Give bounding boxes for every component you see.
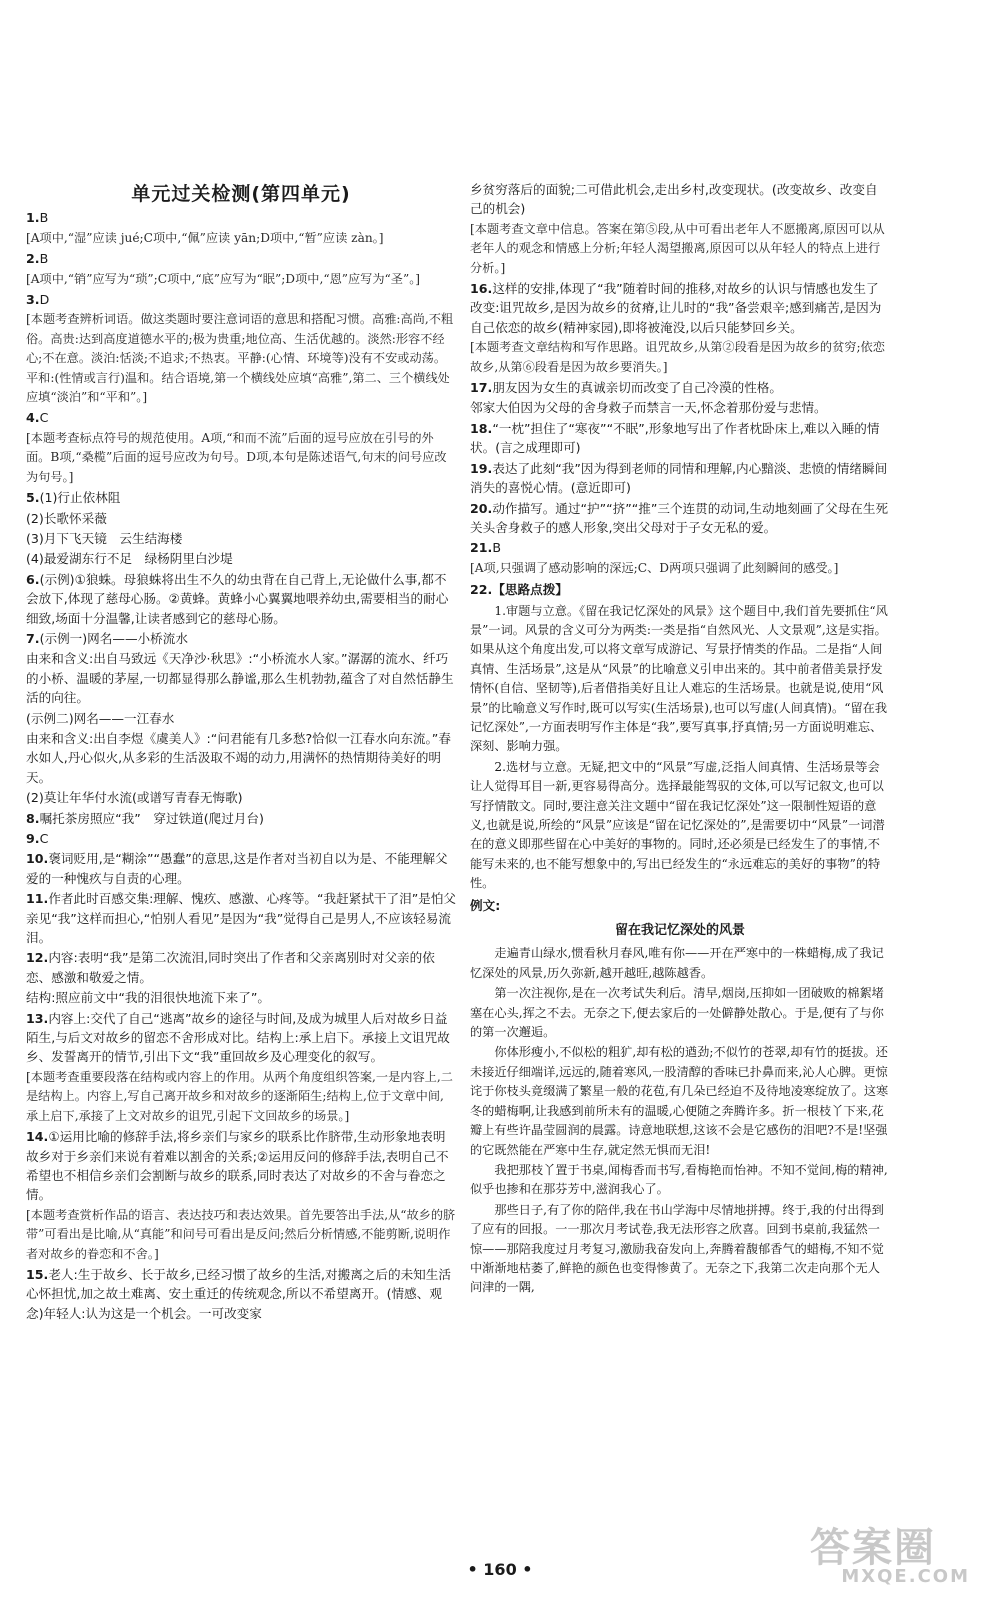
question-number: 4. [26, 410, 40, 426]
answer-subline: (3)月下飞天镜 云生结海楼 [26, 530, 183, 546]
question-number: 7. [26, 630, 40, 646]
answer-subline: (2)长歌怀采薇 [26, 510, 107, 526]
page-number: • 160 • [467, 1560, 533, 1579]
answer-text: 朋友因为女生的真诚亲切而改变了自己冷漠的性格。 [492, 380, 782, 396]
question-number: 17. [470, 380, 493, 396]
answer-text: 乡贫穷落后的面貌;二可借此机会,走出乡村,改变现状。(改变故乡、改变自己的机会) [470, 182, 878, 217]
answer-item [26, 629, 456, 808]
answer-text: ①运用比喻的修辞手法,将乡亲们与家乡的联系比作脐带,生动形象地表明故乡对于乡亲们来说有着难以割舍的关系;②运用反问的修辞手法,表明自己不希望也不相信乡亲们会割断与故乡的联系,同时表达了对故乡的不舍与眷恋之情。 [26, 1129, 449, 1203]
answer-text: 老人:生于故乡、长于故乡,已经习惯了故乡的生活,对搬离之后的未知生活心怀担忧,加之故土难离、安土重迁的传统观念,所以不希望离开。(情感、观念)年轻人:认为这是一个机会。一可改变家 [26, 1266, 451, 1321]
watermark-url: MXQE.COM [841, 1566, 970, 1587]
answer-list-left [26, 208, 456, 1323]
question-number: 1. [26, 210, 40, 226]
question-number: 6. [26, 571, 40, 587]
answer-item [470, 279, 890, 377]
answer-item [26, 249, 456, 289]
answer-note: [A项,只强调了感动影响的深远;C、D两项只强调了此刻瞬间的感受。] [470, 560, 839, 575]
answer-line [26, 629, 456, 648]
answer-item [26, 208, 456, 248]
question-number: 15. [26, 1266, 49, 1282]
question-number: 8. [26, 810, 40, 826]
answer-text: D [39, 292, 50, 308]
answer-line [470, 419, 890, 458]
answer-line [26, 1009, 456, 1067]
answer-line [26, 1265, 456, 1323]
thinking-heading: 【思路点拨】 [492, 582, 568, 598]
answer-text: B [492, 540, 501, 556]
answer-line [26, 889, 456, 947]
example-label: 例文: [470, 897, 501, 913]
answer-line [26, 1127, 456, 1205]
question-number: 11. [26, 891, 49, 907]
question-number: 14. [26, 1129, 49, 1145]
answer-subline: 由来和含义:出自马致远《天净沙·秋思》:“小桥流水人家。”潺潺的流水、纤巧的小桥、温暖的茅屋,一切都显得那么静谧,那么生机勃勃,蕴含了对自然恬静生活的向往。 [26, 651, 454, 706]
answer-item [470, 499, 890, 538]
answer-item [470, 419, 890, 458]
answer-line [470, 378, 890, 397]
answer-list-right [470, 180, 890, 578]
question-number: 21. [470, 540, 493, 556]
question-number: 16. [470, 281, 493, 297]
essay-body [470, 944, 890, 1297]
answer-line [26, 849, 456, 888]
answer-line [26, 809, 456, 828]
answer-line [26, 570, 456, 628]
question-number: 10. [26, 851, 49, 867]
essay-paragraph: 走遍青山绿水,惯看秋月春风,唯有你——开在严寒中的一株蜡梅,成了我记忆深处的风景,历久弥新,越开越旺,越陈越香。 [470, 946, 884, 980]
answer-line [26, 290, 456, 309]
answer-item [26, 408, 456, 487]
answer-item [470, 180, 890, 278]
answer-line [470, 499, 890, 538]
analysis-paragraphs [470, 602, 890, 894]
answer-item [470, 538, 890, 578]
answer-note: [本题考查辨析词语。做这类题时要注意词语的意思和搭配习惯。高雅:高尚,不粗俗。高贵:达到高度道德水平的;极为贵重;地位高、生活优越的。淡然:形容不经心;不在意。淡泊:恬淡;不追求;不热衷。平静:(心情、环境等)没有不安或动荡。平和:(性情或言行)温和。结合语境,第一个横线处应填“高雅”,第二、三个横线处应填“淡泊”和“平和”。] [26, 312, 454, 405]
answer-text: (示例)①狼蛛。母狼蛛将出生不久的幼虫背在自己背上,无论做什么事,都不会放下,体现了慈母心肠。②黄蜂。黄蜂小心翼翼地喂养幼虫,需要相当的耐心细致,场面十分温馨,让读者感到它的慈母心肠。 [26, 571, 449, 626]
answer-note: [A项中,“湿”应读 jué;C项中,“佩”应读 yān;D项中,“暂”应读 zàn。] [26, 230, 384, 245]
answer-note: [本题考查赏析作品的语言、表达技巧和表达效果。首先要答出手法,从“故乡的脐带”可看出是比喻,从“真能”和问号可看出是反问;然后分析情感,不能剪断,说明作者对故乡的眷恋和不舍。] [26, 1207, 456, 1261]
answer-subline: (示例二)网名——一江春水 [26, 710, 175, 726]
answer-line [26, 408, 456, 427]
answer-text: 内容上:交代了自己“逃离”故乡的途径与时间,及成为城里人后对故乡日益陌生,与后文对故乡的留恋不舍形成对比。结构上:承上启下。承接上文诅咒故乡、发誓离开的情节,引出下文“我”重回故乡及心理变化的叙写。 [26, 1010, 450, 1065]
answer-text: (示例一)网名——小桥流水 [39, 630, 188, 646]
answer-line [470, 279, 890, 337]
answer-text: 动作描写。通过“护”“挤”“推”三个连贯的动词,生动地刻画了父母在生死关头舍身救子的感人形象,突出父母对于子女无私的爱。 [470, 500, 889, 535]
answer-line [470, 459, 890, 498]
essay-paragraph: 那些日子,有了你的陪伴,我在书山学海中尽情地拼搏。终于,我的付出得到了应有的回报。一一那次月考试卷,我无法形容之欣喜。回到书桌前,我猛然一惊——那陪我度过月考复习,激励我奋发向上,奔腾着馥郁香气的蜡梅,不知不觉中渐渐地枯萎了,鲜艳的颜色也变得惨黄了。无奈之下,我第二次走向那个无人问津的一隅, [470, 1202, 884, 1295]
right-column [470, 180, 890, 1299]
question-number: 5. [26, 490, 40, 506]
left-column [26, 185, 456, 1324]
question-number: 2. [26, 251, 40, 267]
answer-note: [A项中,“销”应写为“琐”;C项中,“底”应写为“眠”;D项中,“恩”应写为“圣”。] [26, 271, 421, 286]
answer-text: 表达了此刻“我”因为得到老师的同情和理解,内心黯淡、悲愤的情绪瞬间消失的喜悦心情。(意近即可) [470, 460, 888, 496]
answer-subline: (4)最爱湖东行不足 绿杨阴里白沙堤 [26, 551, 233, 567]
answer-item [26, 829, 456, 848]
answer-item [26, 1127, 456, 1264]
essay-paragraph: 第一次注视你,是在一次考试失利后。清早,烟岗,压抑如一团破败的棉絮堵塞在心头,挥之不去。无奈之下,便去家后的一处僻静处散心。于是,便有了与你的第一次邂逅。 [470, 986, 884, 1040]
answer-item [26, 488, 456, 569]
answer-text: (1)行止依林阻 [39, 490, 121, 506]
page-title: 单元过关检测(第四单元) [131, 183, 351, 205]
answer-note: [本题考查标点符号的规范使用。A项,“和而不流”后面的逗号应放在引号的外面。B项,“桑榄”后面的逗号应改为句号。D项,本句是陈述语气,句末的问号应改为句号。] [26, 430, 447, 484]
question-number: 19. [470, 460, 493, 476]
answer-line [470, 180, 890, 219]
answer-item [26, 1265, 456, 1323]
answer-item [470, 459, 890, 498]
answer-text: 嘱托茶房照应“我” 穿过铁道(爬过月台) [39, 810, 264, 826]
answer-line [470, 538, 890, 557]
answer-text: B [39, 210, 49, 226]
answer-item [26, 948, 456, 1007]
answer-item [26, 570, 456, 628]
question-number: 20. [470, 500, 493, 516]
answer-text: 作者此时百感交集:理解、愧疚、感激、心疼等。“我赶紧拭干了泪”是怕父亲见“我”这样而担心,“怕别人看见”是因为“我”觉得自己是男人,不应该轻易流泪。 [26, 891, 457, 946]
answer-subline: 由来和含义:出自李煜《虞美人》:“问君能有几多愁?恰似一江春水向东流。”春水如人,丹心似火,从多彩的生活汲取不竭的动力,用满怀的热情期待美好的明天。 [26, 730, 451, 785]
answer-text: 内容:表明“我”是第二次流泪,同时突出了作者和父亲离别时对父亲的依恋、感激和敬爱之情。 [26, 950, 435, 985]
question-number: 3. [26, 292, 40, 308]
answer-note: [本题考查重要段落在结构或内容上的作用。从两个角度组织答案,一是内容上,二是结构上。内容上,写自己离开故乡和对故乡的逐渐陌生;结构上,位于文章中间,承上启下,承接了上文对故乡的诅咒,引起下文回故乡的场景。] [26, 1069, 453, 1123]
answer-line [26, 249, 456, 268]
question-number: 9. [26, 831, 40, 846]
answer-text: C [39, 831, 49, 846]
answer-text: “一枕”担住了“寒夜”“不眠”,形象地写出了作者枕卧床上,难以入睡的情状。(言之成理即可) [470, 420, 880, 456]
answer-text: C [39, 410, 49, 426]
answer-item [26, 1009, 456, 1126]
analysis-paragraph: 2.选材与立意。无疑,把文中的“风景”写虚,泛指人间真情、生活场景等会让人觉得耳目一新,更容易得高分。选择最能驾驭的文体,可以写记叙文,也可以写抒情散文。同时,要注意关注文题中“留在我记忆深处”这一限制性短语的意义,也就是说,所绘的“风景”应该是“留在记忆深处的”,是需要切中“风景”一词潜在的意义即那些留在心中美好的事物的。同时,还必须是已经发生了的事情,不能写未来的,也不能写想象中的,写出已经发生的“永远难忘的美好的事物”的特性。 [470, 759, 885, 891]
essay-paragraph: 你体形瘦小,不似松的粗犷,却有松的遒劲;不似竹的苍翠,却有竹的挺拔。还未接近仔细端详,远远的,随着寒风,一股清醇的香味已扑鼻而来,沁人心脾。更惊诧于你枝头竟缀满了繁星一般的花苞,有几朵已经迫不及待地凌寒绽放了。这寒冬的蜡梅啊,让我感到前所未有的温暖,心便随之奔腾许多。折一根枝丫下来,花瓣上有些许晶莹圆润的晨露。诗意地联想,这该不会是它感伤的泪吧?不是!坚强的它既然能在严寒中生存,就定然无惧而无泪! [470, 1045, 889, 1157]
essay-paragraph: 我把那枝丫置于书桌,闻梅香而书写,看梅艳而怡神。不知不觉间,梅的精神,似乎也掺和在那芬芳中,滋润我心了。 [470, 1162, 888, 1197]
answer-note: [本题考查文章结构和写作思路。诅咒故乡,从第②段看是因为故乡的贫穷;依恋故乡,从第⑥段看是因为故乡要消失。] [470, 340, 885, 374]
answer-text: 这样的安排,体现了“我”随着时间的推移,对故乡的认识与情感也发生了改变:诅咒故乡,是因为故乡的贫瘠,让儿时的“我”备尝艰辛;感到痛苦,是因为自己依恋的故乡(精神家园),即将被淹没,以后只能梦回乡关。 [470, 281, 882, 335]
answer-line [26, 488, 456, 507]
question-number: 12. [26, 950, 49, 966]
answer-subline: 邻家大伯因为父母的舍身救子而禁言一天,怀念着那份爱与悲情。 [470, 400, 827, 416]
analysis-paragraph: 1.审题与立意。《留在我记忆深处的风景》这个题目中,我们首先要抓住“风景”一词。风景的含义可分为两类:一类是指“自然风光、人文景观”,这是实指。如果从这个角度出发,可以将文章写成游记、写景抒情类的作品。二是指“人间真情、生活场景”,这是从“风景”的比喻意义引申出来的。其中前者借美景抒发情怀(自信、坚韧等),后者借指美好且让人难忘的生活场景。也就是说,使用“风景”的比喻意义写作时,既可以写实(生活场景),也可以写虚(人间真情)。“留在我记忆深处”,一方面表明写作主体是“我”,要写真事,抒真情;另一方面说明难忘、深刻、影响力强。 [470, 603, 888, 754]
answer-text: B [39, 251, 49, 267]
question-22 [470, 580, 890, 1298]
answer-item [470, 378, 890, 418]
answer-subline: 结构:照应前文中“我的泪很快地流下来了”。 [26, 990, 270, 1006]
answer-line [26, 208, 456, 227]
answer-item [26, 809, 456, 828]
answer-item [26, 889, 456, 947]
answer-note: [本题考查文章中信息。答案在第⑤段,从中可看出老年人不愿搬离,原因可以从老年人的观念和情感上分析;年轻人渴望搬离,原因可以从年轻人的特点上进行分析。] [470, 221, 885, 275]
answer-text: 褒词贬用,是“糊涂”“愚蠢”的意思,这是作者对当初自以为是、不能理解父爱的一种愧疚与自责的心理。 [26, 851, 448, 886]
answer-subline: (2)莫让年华付水流(或谱写青春无悔歌) [26, 790, 243, 806]
answer-item [26, 849, 456, 888]
question-number: 13. [26, 1010, 49, 1026]
answer-item [26, 290, 456, 407]
question-number: 22. [470, 582, 493, 598]
watermark-logo [810, 1525, 970, 1590]
answer-line [26, 948, 456, 987]
answer-line [26, 829, 456, 848]
question-number: 18. [470, 420, 493, 436]
essay-title: 留在我记忆深处的风景 [614, 923, 745, 939]
watermark-text: 答案圈 [810, 1525, 936, 1571]
